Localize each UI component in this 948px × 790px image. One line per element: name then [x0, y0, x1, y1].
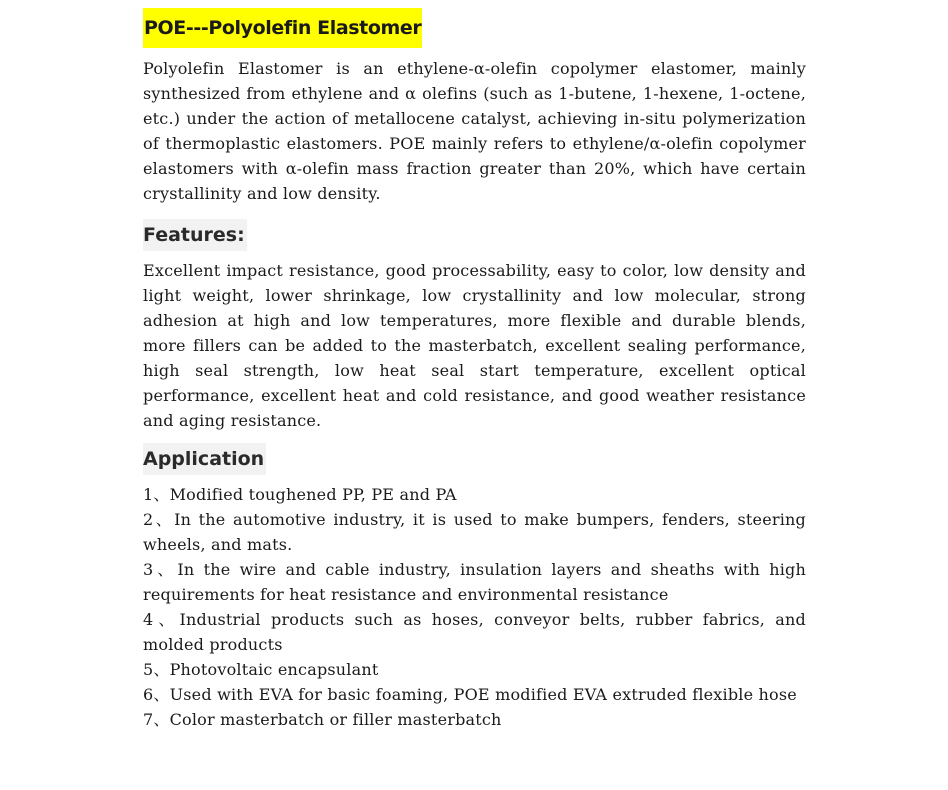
application-list — [143, 482, 806, 732]
intro-paragraph: Polyolefin Elastomer is an ethylene-α-olefin copolymer elastomer, mainly synthesized from ethylene and α olefins (such as 1-butene, 1-hexene, 1-octene, etc.) under the action of metallocene catalyst, achieving in-situ polymerization of thermoplastic elastomers. POE mainly refers to ethylene/α-olefin copolymer elastomers with α-olefin mass fraction greater than 20%, which have certain crystallinity and low density. — [143, 59, 806, 203]
application-item: 1、Modified toughened PP, PE and PA — [143, 485, 457, 504]
page-title: POE---Polyolefin Elastomer — [143, 8, 422, 48]
application-item: 2、In the automotive industry, it is used to make bumpers, fenders, steering wheels, and mats. — [143, 510, 806, 554]
application-heading: Application — [143, 443, 266, 475]
application-item: 5、Photovoltaic encapsulant — [143, 660, 379, 679]
features-heading: Features: — [143, 219, 247, 251]
application-item: 3、In the wire and cable industry, insulation layers and sheaths with high requirements for heat resistance and environmental resistance — [143, 560, 806, 604]
application-item: 7、Color masterbatch or filler masterbatch — [143, 710, 502, 729]
document — [143, 8, 806, 732]
application-item: 6、Used with EVA for basic foaming, POE modified EVA extruded flexible hose — [143, 685, 797, 704]
application-item: 4、Industrial products such as hoses, conveyor belts, rubber fabrics, and molded products — [143, 610, 806, 654]
features-paragraph: Excellent impact resistance, good processability, easy to color, low density and light weight, lower shrinkage, low crystallinity and low molecular, strong adhesion at high and low temperatures, more flexible and durable blends, more fillers can be added to the masterbatch, excellent sealing performance, high seal strength, low heat seal start temperature, excellent optical performance, excellent heat and cold resistance, and good weather resistance and aging resistance. — [143, 261, 806, 430]
